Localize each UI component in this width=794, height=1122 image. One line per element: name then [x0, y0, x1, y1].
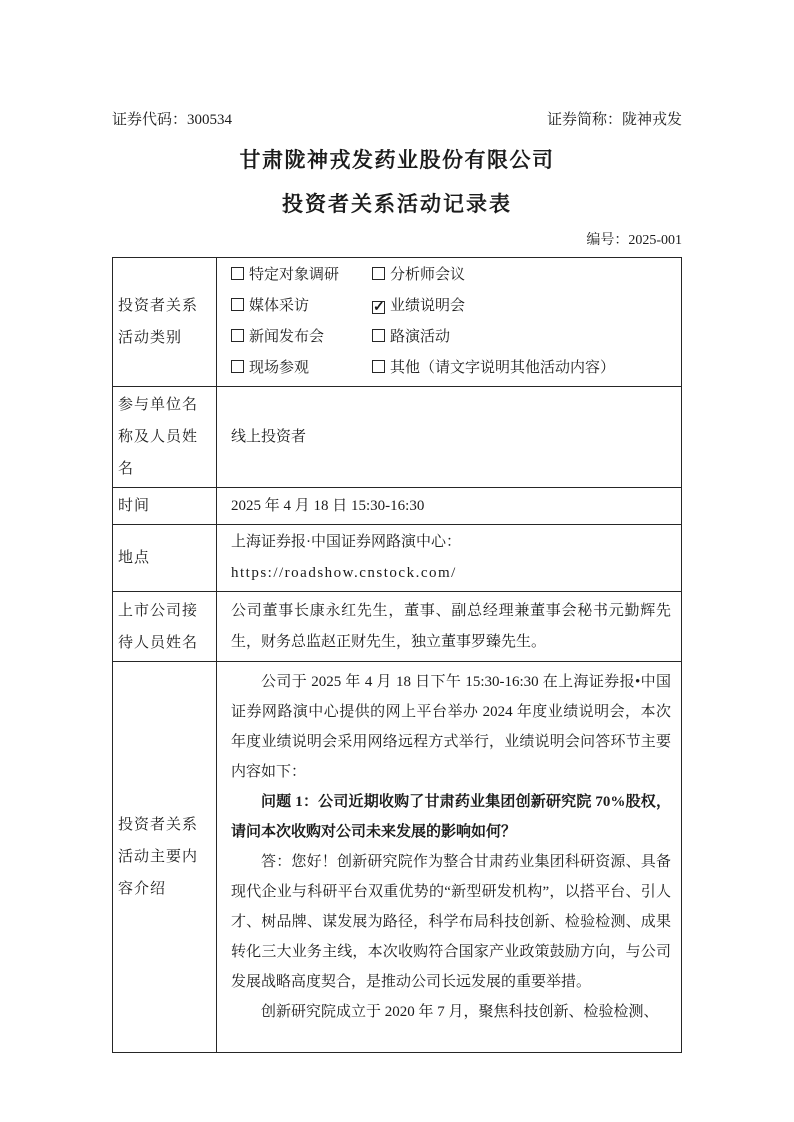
checkbox-unchecked-icon[interactable]: [372, 329, 385, 342]
row-label-activity-type: 投资者关系活动类别: [113, 258, 217, 387]
checkbox-unchecked-icon[interactable]: [231, 360, 244, 373]
document-title: 投资者关系活动记录表: [282, 192, 512, 216]
row-label-participants: 参与单位名称及人员姓名: [113, 387, 217, 488]
activity-option: [231, 291, 372, 322]
activity-option: [372, 260, 671, 291]
question-1: 问题 1：公司近期收购了甘肃药业集团创新研究院 70%股权，请问本次收购对公司未来发展的影响如何？: [231, 794, 671, 840]
activity-option: [372, 291, 671, 322]
activity-option-label: 特定对象调研: [249, 267, 340, 283]
table-row-location: [113, 525, 682, 592]
row-label-location: 地点: [113, 525, 217, 592]
table-row-main-content: [113, 662, 682, 1053]
activity-option: [372, 322, 671, 353]
stock-abbr: 证券简称：陇神戎发: [546, 112, 682, 128]
activity-option: [231, 260, 372, 291]
table-row-reception: [113, 592, 682, 662]
activity-option-label: 现场参观: [249, 360, 310, 376]
table-row-time: [113, 488, 682, 525]
continuation-paragraph: 创新研究院成立于 2020 年 7 月，聚焦科技创新、检验检测、: [261, 1004, 659, 1020]
checkbox-unchecked-icon[interactable]: [372, 360, 385, 373]
checkbox-unchecked-icon[interactable]: [231, 298, 244, 311]
answer-1: 答：您好！创新研究院作为整合甘肃药业集团科研资源、具备现代企业与科研平台双重优势的“新型研发机构”，以搭平台、引人才、树品牌、谋发展为路径，科学布局科技创新、检验检测、成果转化三大业务主线，本次收购符合国家产业政策鼓励方向，与公司发展战略高度契合，是推动公司长远发展的重要举措。: [231, 854, 671, 990]
document-number: 编号：2025-001: [586, 233, 682, 248]
row-label-time: 时间: [113, 488, 217, 525]
table-row-activity-type: [113, 258, 682, 387]
time-value: 2025 年 4 月 18 日 15:30-16:30: [217, 488, 682, 525]
checkbox-checked-icon[interactable]: ✓: [373, 300, 385, 315]
activity-option: [231, 353, 372, 384]
header-row: [112, 110, 682, 130]
checkbox-unchecked-icon[interactable]: [231, 329, 244, 342]
activity-option-label: 新闻发布会: [249, 329, 325, 345]
row-label-main-content: 投资者关系活动主要内容介绍: [113, 662, 217, 1053]
activity-option: [372, 353, 671, 384]
activity-option: [231, 322, 372, 353]
company-title: 甘肃陇神戎发药业股份有限公司: [239, 148, 555, 172]
location-url-link[interactable]: https://roadshow.cnstock.com/: [231, 565, 457, 581]
activity-option-label: 路演活动: [390, 329, 451, 345]
stock-code: 证券代码：300534: [112, 112, 233, 128]
location-name: 上海证券报·中国证券网路演中心：: [231, 534, 461, 550]
intro-paragraph: 公司于 2025 年 4 月 18 日下午 15:30-16:30 在上海证券报•中国证券网路演中心提供的网上平台举办 2024 年度业绩说明会，本次年度业绩说明会采用网络远程方式举行，业绩说明会问答环节主要内容如下：: [231, 674, 671, 780]
checkbox-unchecked-icon[interactable]: [372, 267, 385, 280]
participants-value: 线上投资者: [217, 387, 682, 488]
table-row-participants: [113, 387, 682, 488]
row-label-reception: 上市公司接待人员姓名: [113, 592, 217, 662]
record-table: [112, 257, 682, 1053]
activity-option-label: 媒体采访: [249, 298, 310, 314]
checkbox-unchecked-icon[interactable]: [231, 267, 244, 280]
reception-value: 公司董事长康永红先生，董事、副总经理兼董事会秘书元勤辉先生，财务总监赵正财先生，独立董事罗臻先生。: [217, 592, 682, 662]
activity-option-label: 分析师会议: [390, 267, 466, 283]
activity-option-label: 业绩说明会: [390, 298, 466, 314]
activity-option-label: 其他（请文字说明其他活动内容）: [390, 360, 616, 376]
activity-type-options: [231, 260, 671, 384]
